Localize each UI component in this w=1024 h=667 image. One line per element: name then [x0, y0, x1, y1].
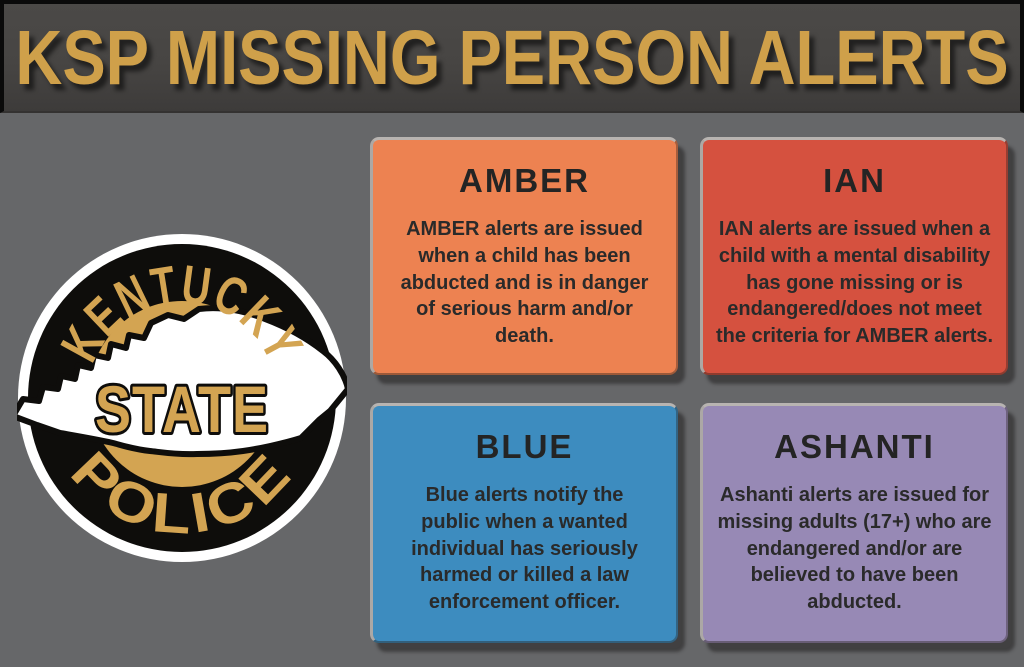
- amber-alert-card: [370, 137, 678, 375]
- badge-arc-top-text: KENTUCKY: [49, 253, 320, 380]
- badge-center-text: STATE: [95, 371, 269, 447]
- ashanti-card-title: ASHANTI: [774, 428, 935, 465]
- ksp-badge-logo: [17, 233, 347, 563]
- amber-card-body: AMBER alerts are issued when a child has been abducted and is in danger of serious harm and/or death.: [400, 218, 649, 348]
- poster-title: KSP MISSING PERSON ALERTS: [15, 14, 1009, 101]
- header-bar: [0, 0, 1024, 113]
- amber-card-title: AMBER: [459, 162, 590, 199]
- ian-card-title: IAN: [823, 162, 886, 199]
- blue-alert-card: [370, 403, 678, 643]
- badge-arc-bottom-text: POLICE: [59, 439, 301, 546]
- ian-alert-card: [700, 137, 1008, 375]
- blue-card-title: BLUE: [475, 428, 574, 465]
- blue-card-body: Blue alerts notify the public when a wanted individual has seriously harmed or killed a law enforcement officer.: [411, 484, 638, 614]
- ashanti-alert-card: [700, 403, 1008, 643]
- ian-card-body: IAN alerts are issued when a child with a mental disability has gone missing or is endangered/does not meet the criteria for AMBER alerts.: [715, 218, 994, 348]
- ashanti-card-body: Ashanti alerts are issued for missing adults (17+) who are endangered and/or are believed to have been abducted.: [717, 484, 992, 614]
